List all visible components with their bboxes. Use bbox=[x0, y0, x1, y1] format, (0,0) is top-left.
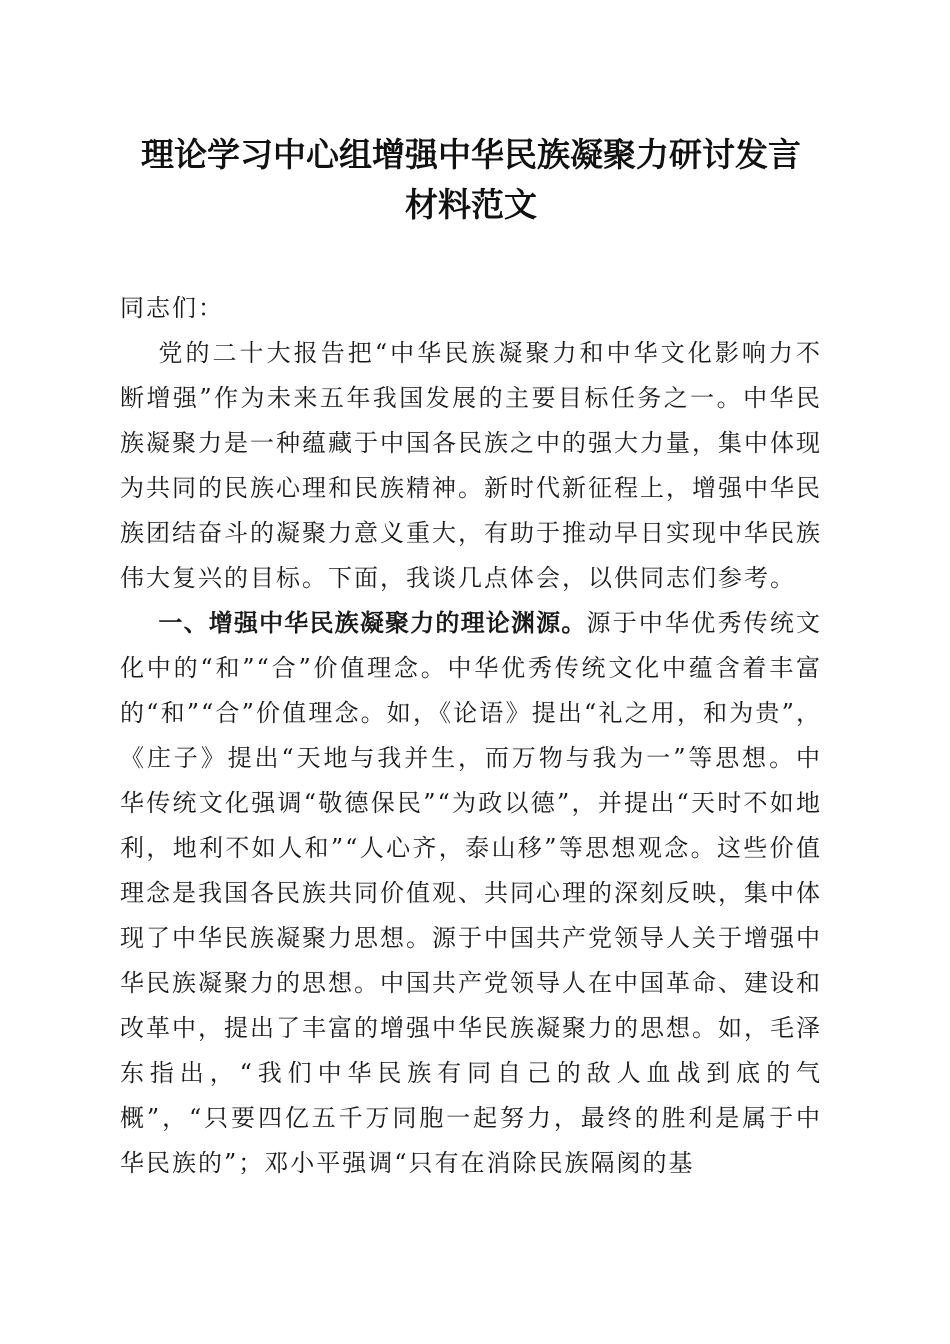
document-page bbox=[120, 130, 822, 1186]
document-body bbox=[120, 286, 822, 1186]
section-1-text: 源于中华优秀传统文化中的“和”“合”价值理念。中华优秀传统文化中蕴含着丰富的“和”“合”价值理念。如，《论语》提出“礼之用，和为贵”，《庄子》提出“天地与我并生，而万物与我为一”等思想。中华传统文化强调“敬德保民”“为政以德”，并提出“天时不如地利，地利不如人和”“人心齐，泰山移”等思想观念。这些价值理念是我国各民族共同价值观、共同心理的深刻反映，集中体现了中华民族凝聚力思想。源于中国共产党领导人关于增强中华民族凝聚力的思想。中国共产党领导人在中国革命、建设和改革中，提出了丰富的增强中华民族凝聚力的思想。如，毛泽东指出，“我们中华民族有同自己的敌人血战到底的气概”，“只要四亿五千万同胞一起努力，最终的胜利是属于中华民族的”；邓小平强调“只有在消除民族隔阂的基 bbox=[120, 609, 823, 1177]
document-title bbox=[120, 130, 822, 230]
intro-paragraph: 党的二十大报告把“中华民族凝聚力和中华文化影响力不断增强”作为未来五年我国发展的主要目标任务之一。中华民族凝聚力是一种蕴藏于中国各民族之中的强大力量，集中体现为共同的民族心理和民族精神。新时代新征程上，增强中华民族团结奋斗的凝聚力意义重大，有助于推动早日实现中华民族伟大复兴的目标。下面，我谈几点体会，以供同志们参考。 bbox=[120, 339, 822, 592]
title-line-1: 理论学习中心组增强中华民族凝聚力研讨发言 bbox=[141, 135, 801, 174]
section-1-paragraph bbox=[120, 601, 822, 1186]
salutation: 同志们： bbox=[120, 294, 224, 322]
section-1-heading: 一、增强中华民族凝聚力的理论渊源。 bbox=[158, 609, 587, 637]
title-line-2: 材料范文 bbox=[405, 185, 537, 224]
